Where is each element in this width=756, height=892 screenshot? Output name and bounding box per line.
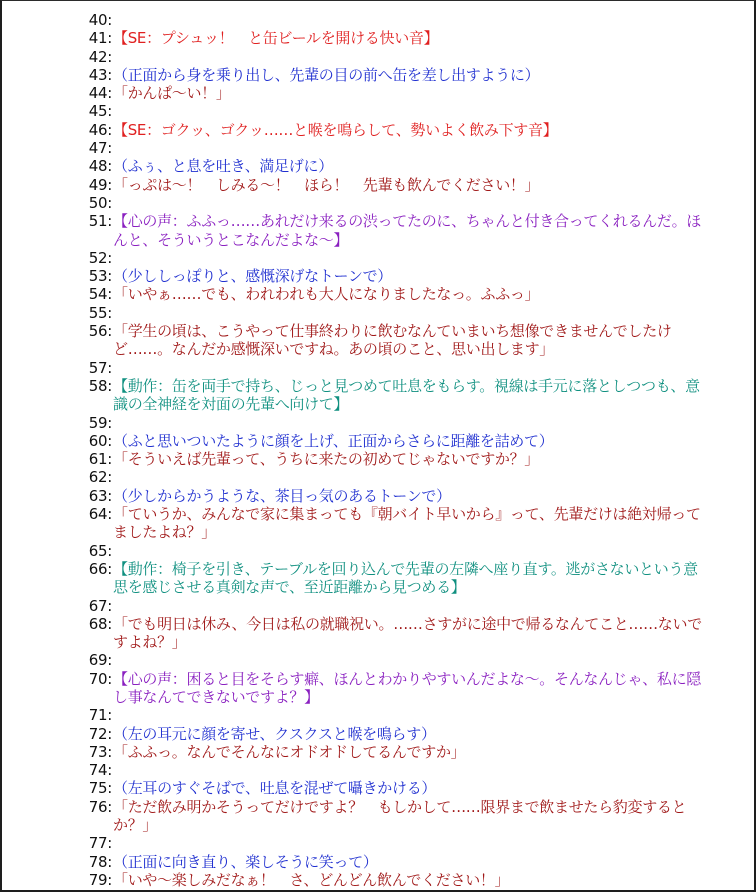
script-line [76, 706, 706, 724]
script-line [76, 468, 706, 486]
script-line [76, 304, 706, 322]
script-line-direction [76, 487, 706, 505]
script-line-direction [76, 853, 706, 871]
script-line-dialogue [76, 798, 706, 835]
stage-direction-text: （正面から身を乗り出し、先輩の目の前へ缶を差し出すように） [113, 65, 540, 84]
line-number: 64: [88, 505, 112, 524]
line-number: 62: [88, 468, 112, 487]
line-number: 60: [88, 431, 112, 450]
dialogue-text: 「でも明日は休み、今日は私の就職祝い。……さすがに途中で帰るなんてこと……ないですよね？」 [113, 614, 702, 652]
script-line-action [76, 377, 706, 414]
line-number: 61: [88, 450, 112, 469]
line-number: 51: [88, 212, 112, 231]
stage-direction-text: （少しからかうような、茶目っ気のあるトーンで） [113, 486, 451, 505]
script-line [76, 359, 706, 377]
line-number: 65: [88, 541, 112, 560]
line-number: 73: [88, 742, 112, 761]
inner-voice-text: 【心の声：困ると目をそらす癖、ほんとわかりやすいんだよな～。そんなんじゃ、私に隠し事なんてできないですよ？】 [113, 669, 702, 706]
script-line [76, 139, 706, 157]
dialogue-text: 「ふふっ。なんでそんなにオドオドしてるんですか」 [113, 742, 466, 761]
script-line [76, 414, 706, 432]
dialogue-text: 「ただ飲み明かそうってだけですよ？ もしかして……限界まで飲ませたら豹変するとか？」 [113, 797, 687, 835]
dialogue-text: 「かんぱ～い！」 [113, 84, 231, 103]
script-line [76, 834, 706, 852]
script-line [76, 761, 706, 779]
line-number: 59: [88, 413, 112, 432]
line-number: 71: [88, 706, 112, 725]
line-number: 49: [88, 175, 112, 194]
script-line-action [76, 560, 706, 597]
script-line-dialogue [76, 615, 706, 652]
line-number: 69: [88, 651, 112, 670]
line-number: 53: [88, 267, 112, 286]
stage-direction-text: （少ししっぽりと、感慨深げなトーンで） [113, 267, 393, 286]
dialogue-text: 「いやぁ……でも、われわれも大人になりましたなっ。ふふっ」 [113, 285, 540, 304]
script-line [76, 102, 706, 120]
dialogue-text: 「っぷは～！ しみる～！ ほら！ 先輩も飲んでください！」 [113, 175, 540, 194]
script-line-se [76, 121, 706, 139]
script-line-dialogue [76, 285, 706, 303]
line-number: 66: [88, 559, 112, 578]
script-line-direction [76, 267, 706, 285]
line-number: 74: [88, 761, 112, 780]
script-line-dialogue [76, 84, 706, 102]
line-number: 52: [88, 248, 112, 267]
script-line-inner [76, 670, 706, 707]
line-number: 42: [88, 47, 112, 66]
line-number: 47: [88, 139, 112, 158]
line-number: 50: [88, 193, 112, 212]
line-number: 68: [88, 614, 112, 633]
line-number: 41: [88, 29, 112, 48]
script-line-dialogue [76, 743, 706, 761]
line-number: 75: [88, 779, 112, 798]
inner-voice-text: 【心の声：ふふっ……あれだけ来るの渋ってたのに、ちゃんと付き合ってくれるんだ。ほんと、そういうとこなんだよな～】 [113, 212, 702, 249]
line-number: 44: [88, 84, 112, 103]
stage-direction-text: （左耳のすぐそばで、吐息を混ぜて囁きかける） [113, 779, 437, 798]
stage-direction-text: （ふぅ、と息を吐き、満足げに） [113, 157, 333, 176]
line-number: 56: [88, 322, 112, 341]
script-line-dialogue [76, 322, 706, 359]
line-number: 43: [88, 65, 112, 84]
script-line-direction [76, 725, 706, 743]
action-text: 【動作：椅子を引き、テーブルを回り込んで先輩の左隣へ座り直す。逃がさないという意思を感じさせる真剣な声で、至近距離から見つめる】 [113, 559, 698, 597]
dialogue-text: 「ていうか、みんなで家に集まっても『朝バイト早いから』って、先輩だけは絶対帰ってましたよね？」 [113, 505, 701, 542]
line-number: 70: [88, 669, 112, 688]
script-line [76, 249, 706, 267]
dialogue-text: 「いや～楽しみだなぁ！ さ、どんどん飲んでください！」 [113, 870, 510, 889]
script-line-direction [76, 432, 706, 450]
script-line-direction [76, 157, 706, 175]
line-number: 79: [88, 870, 112, 889]
line-number: 72: [88, 724, 112, 743]
action-text: 【動作：缶を両手で持ち、じっと見つめて吐息をもらす。視線は手元に落としつつも、意識の全神経を対面の先輩へ向けて】 [113, 376, 700, 414]
line-number: 57: [88, 358, 112, 377]
script-line-direction [76, 66, 706, 84]
line-number: 55: [88, 303, 112, 322]
script-line-direction [76, 779, 706, 797]
line-number: 54: [88, 285, 112, 304]
script-line [76, 651, 706, 669]
script-line-inner [76, 212, 706, 249]
line-number: 48: [88, 157, 112, 176]
sound-effect-text: 【SE：プシュッ！ と缶ビールを開ける快い音】 [113, 29, 439, 48]
script-line [76, 48, 706, 66]
line-number: 58: [88, 376, 112, 395]
line-number: 67: [88, 596, 112, 615]
script-line [76, 542, 706, 560]
script-line-dialogue [76, 871, 706, 889]
dialogue-text: 「学生の頃は、こうやって仕事終わりに飲むなんていまいち想像できませんでしたけど……。なんだか感慨深いですね。あの頃のこと、思い出します」 [113, 322, 672, 359]
sound-effect-text: 【SE：ゴクッ、ゴクッ……と喉を鳴らして、勢いよく飲み下す音】 [113, 120, 558, 139]
stage-direction-text: （ふと思いついたように顔を上げ、正面からさらに距離を詰めて） [113, 431, 554, 450]
line-number: 78: [88, 852, 112, 871]
script-line-se [76, 29, 706, 47]
stage-direction-text: （正面に向き直り、楽しそうに笑って） [113, 852, 378, 871]
line-number: 77: [88, 834, 112, 853]
script-line-dialogue [76, 176, 706, 194]
script-document [76, 11, 706, 889]
script-line-dialogue [76, 450, 706, 468]
stage-direction-text: （左の耳元に顔を寄せ、クスクスと喉を鳴らす） [113, 724, 436, 743]
line-number: 63: [88, 486, 112, 505]
script-line [76, 194, 706, 212]
script-line-dialogue [76, 505, 706, 542]
script-line [76, 597, 706, 615]
line-number: 45: [88, 102, 112, 121]
dialogue-text: 「そういえば先輩って、うちに来たの初めてじゃないですか？」 [113, 450, 540, 469]
line-number: 46: [88, 120, 112, 139]
line-number: 40: [88, 11, 112, 29]
line-number: 76: [88, 797, 112, 816]
script-line [76, 11, 706, 29]
